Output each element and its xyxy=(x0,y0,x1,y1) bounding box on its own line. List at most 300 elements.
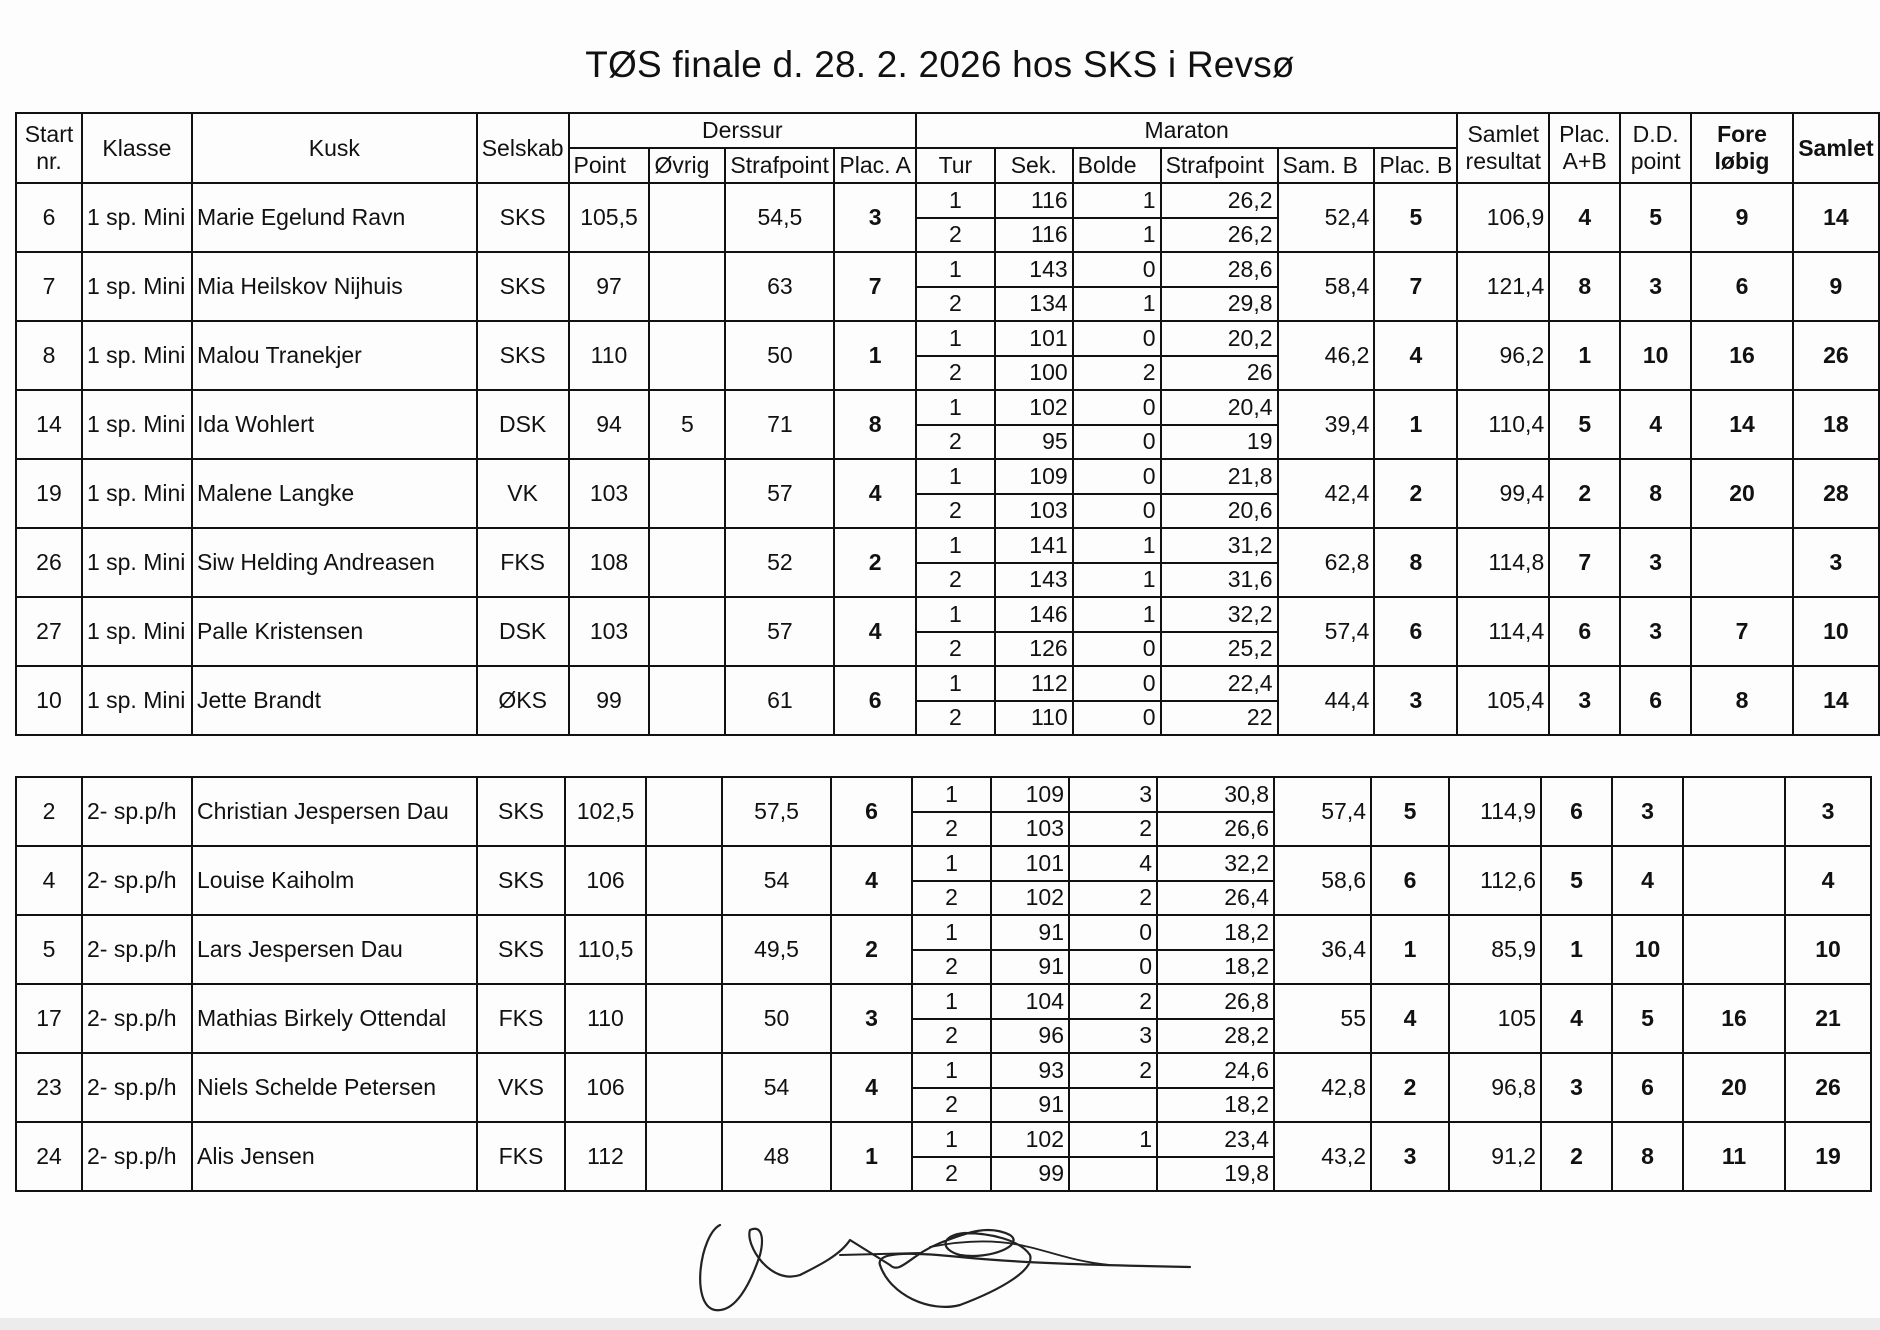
cell-start-nr: 23 xyxy=(16,1053,82,1122)
header-derssur: Derssur xyxy=(569,113,916,148)
cell-strafpoint-b: 32,2 xyxy=(1157,846,1274,881)
cell-tur: 2 xyxy=(916,563,995,598)
cell-sam-b: 57,4 xyxy=(1274,777,1371,846)
cell-selskab: SKS xyxy=(477,846,565,915)
cell-plac-a: 4 xyxy=(831,1053,912,1122)
cell-klasse: 1 sp. Mini xyxy=(82,666,192,735)
cell-fore-lobig xyxy=(1683,777,1785,846)
cell-start-nr: 24 xyxy=(16,1122,82,1191)
cell-samlet: 21 xyxy=(1785,984,1871,1053)
cell-samlet: 18 xyxy=(1793,390,1879,459)
cell-strafpoint-b: 18,2 xyxy=(1157,950,1274,985)
cell-strafpoint-b: 26,2 xyxy=(1161,183,1278,218)
cell-plac-b: 8 xyxy=(1374,528,1457,597)
cell-samlet-resultat: 105 xyxy=(1449,984,1541,1053)
cell-plac-b: 6 xyxy=(1371,846,1449,915)
cell-plac-ab: 2 xyxy=(1541,1122,1612,1191)
cell-samlet-resultat: 121,4 xyxy=(1457,252,1549,321)
cell-plac-ab: 6 xyxy=(1541,777,1612,846)
header-dd-point-line2: point xyxy=(1630,148,1681,174)
cell-strafpoint-b: 26 xyxy=(1161,356,1278,391)
table-row xyxy=(16,528,1879,563)
cell-kusk: Malou Tranekjer xyxy=(192,321,477,390)
cell-sam-b: 36,4 xyxy=(1274,915,1371,984)
cell-selskab: SKS xyxy=(477,183,569,252)
cell-fore-lobig: 11 xyxy=(1683,1122,1785,1191)
cell-ovrig xyxy=(646,915,722,984)
cell-klasse: 2- sp.p/h xyxy=(82,1122,192,1191)
cell-sek: 101 xyxy=(995,321,1073,356)
cell-dd-point: 8 xyxy=(1620,459,1691,528)
cell-tur: 2 xyxy=(916,632,995,667)
cell-tur: 1 xyxy=(916,390,995,425)
cell-plac-ab: 1 xyxy=(1549,321,1620,390)
cell-fore-lobig: 9 xyxy=(1691,183,1793,252)
cell-plac-ab: 3 xyxy=(1541,1053,1612,1122)
cell-point: 102,5 xyxy=(565,777,646,846)
cell-klasse: 2- sp.p/h xyxy=(82,777,192,846)
cell-tur: 1 xyxy=(916,321,995,356)
cell-strafpoint-b: 18,2 xyxy=(1157,1088,1274,1123)
cell-plac-b: 1 xyxy=(1374,390,1457,459)
cell-point: 106 xyxy=(565,846,646,915)
cell-plac-a: 2 xyxy=(834,528,916,597)
cell-kusk: Mia Heilskov Nijhuis xyxy=(192,252,477,321)
cell-plac-a: 4 xyxy=(834,597,916,666)
cell-sek: 141 xyxy=(995,528,1073,563)
cell-tur: 1 xyxy=(916,252,995,287)
cell-tur: 1 xyxy=(916,666,995,701)
cell-selskab: SKS xyxy=(477,321,569,390)
cell-selskab: SKS xyxy=(477,915,565,984)
cell-samlet: 26 xyxy=(1785,1053,1871,1122)
results-table-2-sp xyxy=(15,776,1872,1192)
cell-tur: 1 xyxy=(916,597,995,632)
cell-klasse: 1 sp. Mini xyxy=(82,183,192,252)
cell-sam-b: 44,4 xyxy=(1278,666,1375,735)
table-row xyxy=(16,390,1879,425)
cell-plac-ab: 3 xyxy=(1549,666,1620,735)
cell-plac-a: 7 xyxy=(834,252,916,321)
cell-strafpoint-a: 57,5 xyxy=(722,777,831,846)
cell-bolde: 4 xyxy=(1069,846,1157,881)
cell-sek: 93 xyxy=(991,1053,1069,1088)
table-row xyxy=(16,846,1871,881)
cell-klasse: 1 sp. Mini xyxy=(82,459,192,528)
header-maraton: Maraton xyxy=(916,113,1457,148)
cell-selskab: DSK xyxy=(477,597,569,666)
cell-samlet: 19 xyxy=(1785,1122,1871,1191)
cell-sek: 102 xyxy=(991,881,1069,916)
cell-tur: 1 xyxy=(912,915,991,950)
cell-fore-lobig: 16 xyxy=(1691,321,1793,390)
cell-tur: 2 xyxy=(916,494,995,529)
cell-dd-point: 4 xyxy=(1612,846,1683,915)
cell-samlet-resultat: 112,6 xyxy=(1449,846,1541,915)
cell-strafpoint-b: 23,4 xyxy=(1157,1122,1274,1157)
header-samlet-resultat-line1: Samlet xyxy=(1467,121,1540,147)
cell-bolde: 0 xyxy=(1073,632,1161,667)
cell-dd-point: 3 xyxy=(1620,528,1691,597)
header-strafpoint-b: Strafpoint xyxy=(1161,148,1278,183)
cell-kusk: Marie Egelund Ravn xyxy=(192,183,477,252)
cell-plac-b: 6 xyxy=(1374,597,1457,666)
header-fore-lobig-line1: Fore xyxy=(1717,121,1767,147)
cell-selskab: FKS xyxy=(477,1122,565,1191)
header-tur: Tur xyxy=(916,148,995,183)
cell-fore-lobig xyxy=(1691,528,1793,597)
cell-bolde: 0 xyxy=(1073,425,1161,460)
cell-strafpoint-b: 30,8 xyxy=(1157,777,1274,812)
cell-sek: 126 xyxy=(995,632,1073,667)
cell-sam-b: 46,2 xyxy=(1278,321,1375,390)
cell-bolde: 1 xyxy=(1073,287,1161,322)
cell-ovrig xyxy=(649,183,725,252)
cell-ovrig xyxy=(649,321,725,390)
cell-bolde: 1 xyxy=(1073,218,1161,253)
table-row xyxy=(16,777,1871,812)
header-start-nr xyxy=(16,113,82,183)
cell-ovrig xyxy=(646,777,722,846)
cell-start-nr: 6 xyxy=(16,183,82,252)
cell-samlet: 3 xyxy=(1785,777,1871,846)
cell-bolde: 0 xyxy=(1073,494,1161,529)
cell-bolde xyxy=(1069,1088,1157,1123)
cell-strafpoint-b: 32,2 xyxy=(1161,597,1278,632)
cell-sek: 110 xyxy=(995,701,1073,736)
cell-start-nr: 2 xyxy=(16,777,82,846)
cell-strafpoint-a: 71 xyxy=(725,390,834,459)
cell-plac-b: 5 xyxy=(1371,777,1449,846)
cell-selskab: DSK xyxy=(477,390,569,459)
cell-strafpoint-b: 26,6 xyxy=(1157,812,1274,847)
cell-sek: 91 xyxy=(991,950,1069,985)
cell-plac-ab: 4 xyxy=(1541,984,1612,1053)
cell-strafpoint-b: 31,2 xyxy=(1161,528,1278,563)
cell-sek: 99 xyxy=(991,1157,1069,1192)
cell-ovrig xyxy=(649,666,725,735)
cell-ovrig xyxy=(649,252,725,321)
table-row xyxy=(16,459,1879,494)
cell-plac-b: 5 xyxy=(1374,183,1457,252)
table-row xyxy=(16,1053,1871,1088)
cell-tur: 2 xyxy=(916,701,995,736)
cell-plac-ab: 6 xyxy=(1549,597,1620,666)
header-fore-lobig xyxy=(1691,113,1793,183)
cell-ovrig xyxy=(646,1053,722,1122)
cell-kusk: Christian Jespersen Dau xyxy=(192,777,477,846)
cell-selskab: ØKS xyxy=(477,666,569,735)
cell-tur: 1 xyxy=(916,528,995,563)
cell-sam-b: 62,8 xyxy=(1278,528,1375,597)
cell-strafpoint-b: 20,2 xyxy=(1161,321,1278,356)
page-title: TØS finale d. 28. 2. 2026 hos SKS i Revsø xyxy=(585,44,1295,85)
cell-fore-lobig: 7 xyxy=(1691,597,1793,666)
cell-dd-point: 3 xyxy=(1620,597,1691,666)
cell-fore-lobig: 6 xyxy=(1691,252,1793,321)
cell-kusk: Lars Jespersen Dau xyxy=(192,915,477,984)
cell-kusk: Ida Wohlert xyxy=(192,390,477,459)
header-plac-ab-line1: Plac. xyxy=(1559,121,1611,147)
cell-dd-point: 3 xyxy=(1612,777,1683,846)
cell-plac-ab: 2 xyxy=(1549,459,1620,528)
cell-point: 106 xyxy=(565,1053,646,1122)
cell-bolde: 0 xyxy=(1073,321,1161,356)
cell-bolde: 0 xyxy=(1069,950,1157,985)
cell-kusk: Mathias Birkely Ottendal xyxy=(192,984,477,1053)
table-row xyxy=(16,666,1879,701)
cell-samlet-resultat: 105,4 xyxy=(1457,666,1549,735)
cell-tur: 2 xyxy=(912,1088,991,1123)
cell-ovrig xyxy=(649,459,725,528)
header-samlet-resultat xyxy=(1457,113,1549,183)
cell-plac-ab: 4 xyxy=(1549,183,1620,252)
cell-plac-a: 1 xyxy=(834,321,916,390)
scan-edge xyxy=(0,1318,1880,1330)
cell-fore-lobig: 20 xyxy=(1691,459,1793,528)
header-start-nr-line1: Start xyxy=(24,121,74,147)
cell-tur: 2 xyxy=(916,287,995,322)
cell-dd-point: 5 xyxy=(1620,183,1691,252)
cell-selskab: SKS xyxy=(477,777,565,846)
cell-bolde: 0 xyxy=(1073,252,1161,287)
cell-plac-b: 2 xyxy=(1371,1053,1449,1122)
cell-bolde: 2 xyxy=(1073,356,1161,391)
cell-samlet: 14 xyxy=(1793,666,1879,735)
cell-sam-b: 42,8 xyxy=(1274,1053,1371,1122)
cell-bolde: 3 xyxy=(1069,777,1157,812)
cell-point: 103 xyxy=(569,459,650,528)
header-samlet: Samlet xyxy=(1793,113,1879,183)
cell-bolde: 1 xyxy=(1073,183,1161,218)
cell-sek: 109 xyxy=(991,777,1069,812)
header-klasse: Klasse xyxy=(82,113,192,183)
cell-plac-a: 4 xyxy=(831,846,912,915)
cell-point: 110 xyxy=(565,984,646,1053)
cell-point: 110 xyxy=(569,321,650,390)
cell-kusk: Niels Schelde Petersen xyxy=(192,1053,477,1122)
cell-bolde: 0 xyxy=(1073,459,1161,494)
cell-tur: 1 xyxy=(912,1053,991,1088)
header-start-nr-line2: nr. xyxy=(36,148,62,174)
cell-kusk: Palle Kristensen xyxy=(192,597,477,666)
cell-selskab: VK xyxy=(477,459,569,528)
cell-strafpoint-b: 29,8 xyxy=(1161,287,1278,322)
cell-tur: 2 xyxy=(916,356,995,391)
cell-sek: 103 xyxy=(995,494,1073,529)
cell-tur: 1 xyxy=(916,183,995,218)
cell-bolde: 0 xyxy=(1073,701,1161,736)
cell-plac-a: 3 xyxy=(831,984,912,1053)
cell-plac-a: 1 xyxy=(831,1122,912,1191)
cell-selskab: FKS xyxy=(477,528,569,597)
cell-strafpoint-b: 20,4 xyxy=(1161,390,1278,425)
cell-samlet: 10 xyxy=(1785,915,1871,984)
cell-tur: 2 xyxy=(912,950,991,985)
cell-samlet: 14 xyxy=(1793,183,1879,252)
cell-dd-point: 4 xyxy=(1620,390,1691,459)
cell-strafpoint-b: 26,4 xyxy=(1157,881,1274,916)
cell-strafpoint-b: 28,6 xyxy=(1161,252,1278,287)
cell-kusk: Malene Langke xyxy=(192,459,477,528)
cell-strafpoint-b: 18,2 xyxy=(1157,915,1274,950)
cell-start-nr: 26 xyxy=(16,528,82,597)
cell-samlet-resultat: 106,9 xyxy=(1457,183,1549,252)
cell-sek: 109 xyxy=(995,459,1073,494)
cell-strafpoint-b: 31,6 xyxy=(1161,563,1278,598)
cell-klasse: 1 sp. Mini xyxy=(82,597,192,666)
cell-strafpoint-b: 19,8 xyxy=(1157,1157,1274,1192)
cell-point: 94 xyxy=(569,390,650,459)
cell-bolde: 0 xyxy=(1069,915,1157,950)
cell-samlet: 4 xyxy=(1785,846,1871,915)
cell-start-nr: 19 xyxy=(16,459,82,528)
header-ovrig: Øvrig xyxy=(649,148,725,183)
cell-fore-lobig: 8 xyxy=(1691,666,1793,735)
cell-plac-a: 4 xyxy=(834,459,916,528)
cell-point: 110,5 xyxy=(565,915,646,984)
cell-dd-point: 3 xyxy=(1620,252,1691,321)
cell-bolde: 0 xyxy=(1073,390,1161,425)
cell-sek: 91 xyxy=(991,1088,1069,1123)
cell-sek: 146 xyxy=(995,597,1073,632)
cell-strafpoint-b: 26,2 xyxy=(1161,218,1278,253)
cell-strafpoint-a: 57 xyxy=(725,597,834,666)
table-row xyxy=(16,183,1879,218)
cell-sek: 102 xyxy=(991,1122,1069,1157)
cell-point: 105,5 xyxy=(569,183,650,252)
cell-bolde: 1 xyxy=(1069,1122,1157,1157)
cell-sek: 102 xyxy=(995,390,1073,425)
cell-samlet-resultat: 96,2 xyxy=(1457,321,1549,390)
cell-sam-b: 58,6 xyxy=(1274,846,1371,915)
cell-samlet-resultat: 99,4 xyxy=(1457,459,1549,528)
cell-sam-b: 42,4 xyxy=(1278,459,1375,528)
cell-samlet-resultat: 114,9 xyxy=(1449,777,1541,846)
cell-plac-b: 4 xyxy=(1374,321,1457,390)
cell-start-nr: 7 xyxy=(16,252,82,321)
cell-plac-b: 7 xyxy=(1374,252,1457,321)
header-dd-point-line1: D.D. xyxy=(1632,121,1679,147)
table-row xyxy=(16,252,1879,287)
cell-bolde: 0 xyxy=(1073,666,1161,701)
cell-tur: 2 xyxy=(916,218,995,253)
cell-fore-lobig xyxy=(1683,915,1785,984)
cell-sek: 116 xyxy=(995,218,1073,253)
cell-bolde xyxy=(1069,1157,1157,1192)
cell-samlet-resultat: 91,2 xyxy=(1449,1122,1541,1191)
cell-dd-point: 6 xyxy=(1620,666,1691,735)
cell-sek: 96 xyxy=(991,1019,1069,1054)
cell-sek: 143 xyxy=(995,252,1073,287)
cell-bolde: 1 xyxy=(1073,597,1161,632)
table-row xyxy=(16,321,1879,356)
cell-bolde: 3 xyxy=(1069,1019,1157,1054)
cell-plac-ab: 5 xyxy=(1541,846,1612,915)
cell-plac-a: 3 xyxy=(834,183,916,252)
cell-sek: 104 xyxy=(991,984,1069,1019)
cell-kusk: Alis Jensen xyxy=(192,1122,477,1191)
cell-sek: 101 xyxy=(991,846,1069,881)
cell-sam-b: 39,4 xyxy=(1278,390,1375,459)
cell-selskab: VKS xyxy=(477,1053,565,1122)
header-kusk: Kusk xyxy=(192,113,477,183)
cell-start-nr: 4 xyxy=(16,846,82,915)
cell-plac-ab: 5 xyxy=(1549,390,1620,459)
header-plac-a: Plac. A xyxy=(834,148,916,183)
cell-klasse: 1 sp. Mini xyxy=(82,528,192,597)
cell-strafpoint-b: 21,8 xyxy=(1161,459,1278,494)
cell-strafpoint-a: 54 xyxy=(722,846,831,915)
cell-sam-b: 52,4 xyxy=(1278,183,1375,252)
cell-tur: 2 xyxy=(912,812,991,847)
cell-klasse: 2- sp.p/h xyxy=(82,915,192,984)
cell-strafpoint-b: 20,6 xyxy=(1161,494,1278,529)
table-row xyxy=(16,1122,1871,1157)
cell-sam-b: 58,4 xyxy=(1278,252,1375,321)
cell-plac-a: 8 xyxy=(834,390,916,459)
cell-bolde: 1 xyxy=(1073,563,1161,598)
cell-samlet-resultat: 114,8 xyxy=(1457,528,1549,597)
cell-kusk: Jette Brandt xyxy=(192,666,477,735)
cell-sek: 103 xyxy=(991,812,1069,847)
cell-samlet-resultat: 110,4 xyxy=(1457,390,1549,459)
cell-point: 99 xyxy=(569,666,650,735)
cell-start-nr: 8 xyxy=(16,321,82,390)
cell-strafpoint-a: 49,5 xyxy=(722,915,831,984)
table-row xyxy=(16,984,1871,1019)
cell-plac-ab: 7 xyxy=(1549,528,1620,597)
cell-start-nr: 10 xyxy=(16,666,82,735)
cell-strafpoint-a: 54 xyxy=(722,1053,831,1122)
cell-point: 97 xyxy=(569,252,650,321)
cell-ovrig xyxy=(646,846,722,915)
header-plac-b: Plac. B xyxy=(1374,148,1457,183)
header-sam-b: Sam. B xyxy=(1278,148,1375,183)
cell-tur: 2 xyxy=(916,425,995,460)
cell-plac-b: 3 xyxy=(1371,1122,1449,1191)
cell-sek: 95 xyxy=(995,425,1073,460)
cell-plac-b: 3 xyxy=(1374,666,1457,735)
cell-strafpoint-b: 24,6 xyxy=(1157,1053,1274,1088)
cell-strafpoint-a: 52 xyxy=(725,528,834,597)
cell-samlet: 3 xyxy=(1793,528,1879,597)
results-table-1-sp-mini xyxy=(15,112,1880,736)
cell-sek: 112 xyxy=(995,666,1073,701)
cell-ovrig xyxy=(646,1122,722,1191)
header-fore-lobig-line2: løbig xyxy=(1714,148,1770,174)
cell-sek: 143 xyxy=(995,563,1073,598)
cell-klasse: 1 sp. Mini xyxy=(82,321,192,390)
cell-start-nr: 27 xyxy=(16,597,82,666)
cell-start-nr: 14 xyxy=(16,390,82,459)
cell-strafpoint-a: 54,5 xyxy=(725,183,834,252)
cell-samlet-resultat: 96,8 xyxy=(1449,1053,1541,1122)
cell-klasse: 2- sp.p/h xyxy=(82,1053,192,1122)
header-dd-point xyxy=(1620,113,1691,183)
header-bolde: Bolde xyxy=(1073,148,1161,183)
cell-point: 108 xyxy=(569,528,650,597)
cell-sek: 100 xyxy=(995,356,1073,391)
cell-strafpoint-b: 26,8 xyxy=(1157,984,1274,1019)
cell-start-nr: 17 xyxy=(16,984,82,1053)
header-plac-ab-line2: A+B xyxy=(1562,148,1607,174)
cell-bolde: 2 xyxy=(1069,1053,1157,1088)
cell-strafpoint-a: 50 xyxy=(722,984,831,1053)
cell-fore-lobig xyxy=(1683,846,1785,915)
cell-klasse: 2- sp.p/h xyxy=(82,984,192,1053)
cell-tur: 2 xyxy=(912,1019,991,1054)
